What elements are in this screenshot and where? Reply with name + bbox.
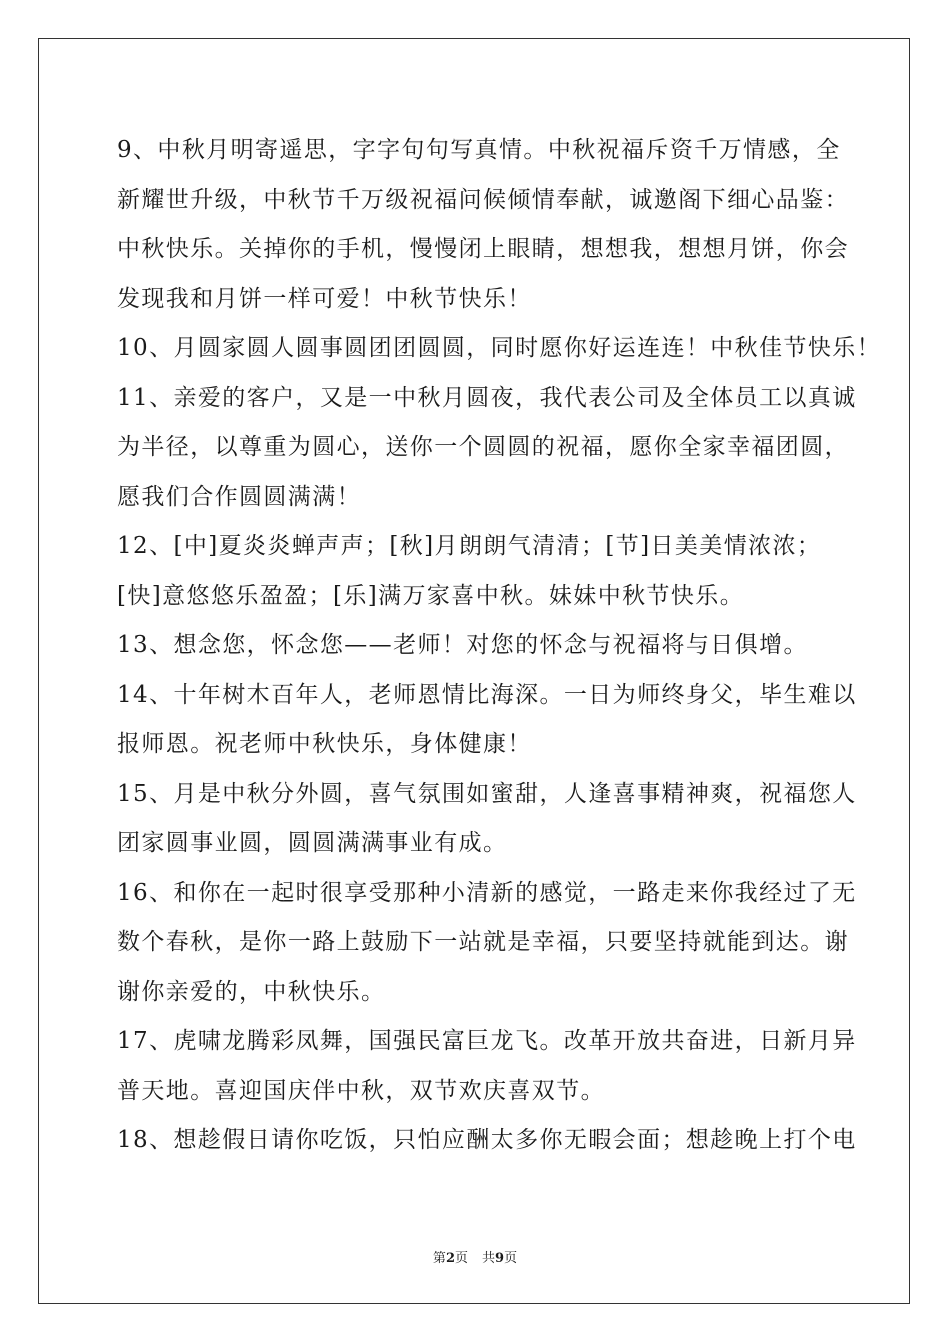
text-line: 谢你亲爱的，中秋快乐。 [117,978,386,1005]
text-line: 14、十年树木百年人，老师恩情比海深。一日为师终身父，毕生难以 [117,681,857,708]
page-number: 2 [445,1251,455,1266]
text-line: 新耀世升级，中秋节千万级祝福问候倾情奉献，诚邀阁下细心品鉴： [117,186,849,213]
total-prefix: 共 [482,1251,496,1266]
text-line: 9、中秋月明寄遥思，字字句句写真情。中秋祝福斥资千万情感，全 [117,137,841,163]
text-line: 10、月圆家圆人圆事圆团团圆圆，同时愿你好运连连！中秋佳节快乐！ [117,335,882,361]
text-line: 数个春秋，是你一路上鼓励下一站就是幸福，只要坚持就能到达。谢 [117,929,849,955]
document-body [117,126,882,1166]
total-pages: 9 [495,1251,505,1266]
text-line: 中秋快乐。关掉你的手机，慢慢闭上眼睛，想想我，想想月饼，你会 [117,236,849,262]
text-line: 团家圆事业圆，圆圆满满事业有成。 [117,830,508,856]
text-line: 13、想念您，怀念您——老师！对您的怀念与祝福将与日俱增。 [117,632,808,658]
text-line: 15、月是中秋分外圆，喜气氛围如蜜甜，人逢喜事精神爽，祝福您人 [117,780,857,807]
page-footer [0,1247,950,1266]
page-prefix: 第 [432,1251,446,1266]
text-line: 17、虎啸龙腾彩凤舞，国强民富巨龙飞。改革开放共奋进，日新月异 [117,1028,857,1054]
total-suffix: 页 [504,1251,518,1266]
text-line: 愿我们合作圆圆满满！ [117,483,361,510]
text-line: 报师恩。祝老师中秋快乐，身体健康！ [117,731,532,757]
text-line: 18、想趁假日请你吃饭，只怕应酬太多你无暇会面；想趁晚上打个电 [117,1127,857,1153]
text-line: [快]意悠悠乐盈盈；[乐]满万家喜中秋。妹妹中秋节快乐。 [117,582,745,609]
text-line: 11、亲爱的客户，又是一中秋月圆夜，我代表公司及全体员工以真诚 [117,384,857,411]
text-line: 为半径，以尊重为圆心，送你一个圆圆的祝福，愿你全家幸福团圆， [117,434,849,460]
text-line: 12、[中]夏炎炎蝉声声；[秋]月朗朗气清清；[节]日美美情浓浓； [117,533,822,559]
text-line: 16、和你在一起时很享受那种小清新的感觉，一路走来你我经过了无 [117,879,857,906]
text-line: 发现我和月饼一样可爱！中秋节快乐！ [117,285,532,312]
page-suffix: 页 [454,1251,468,1266]
text-line: 普天地。喜迎国庆伴中秋，双节欢庆喜双节。 [117,1077,605,1104]
